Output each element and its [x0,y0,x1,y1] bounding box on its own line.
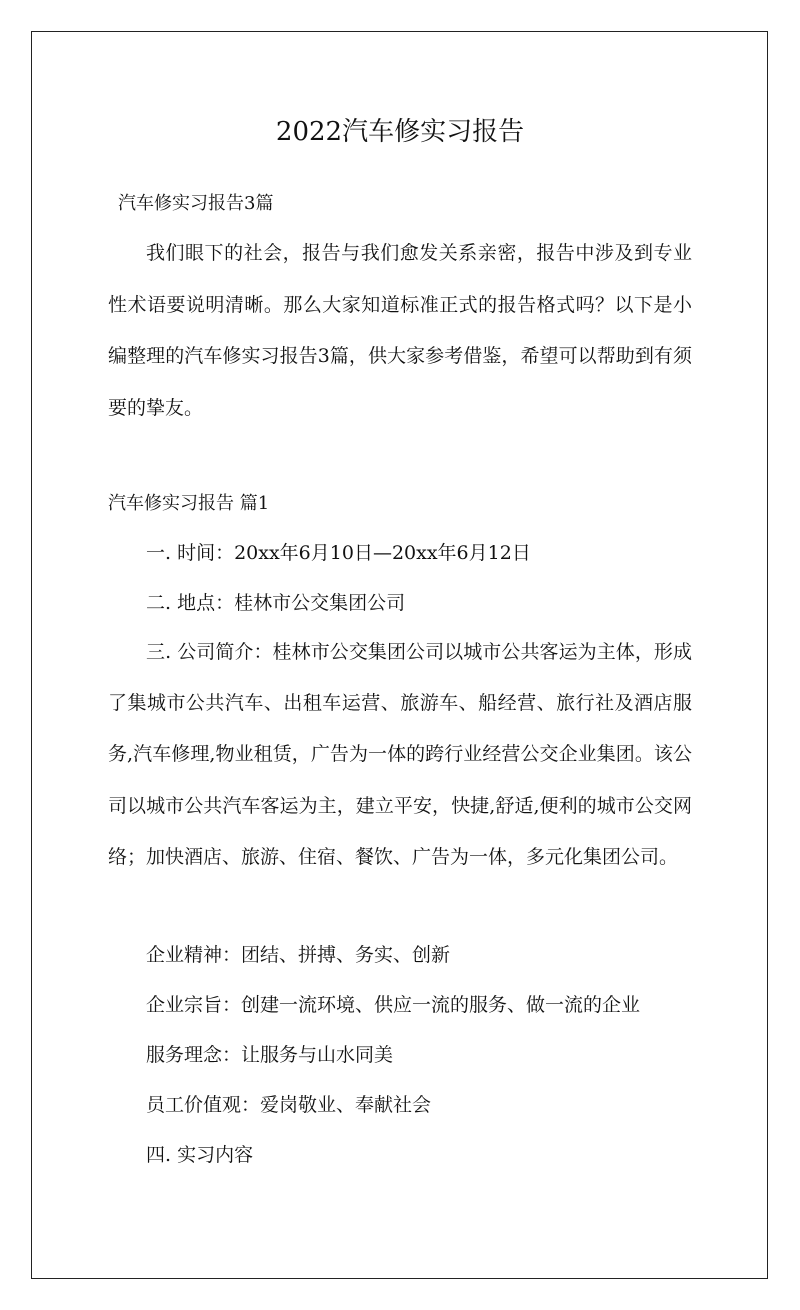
employee-values: 员工价值观：爱岗敬业、奉献社会 [146,1094,432,1116]
enterprise-purpose: 企业宗旨：创建一流环境、供应一流的服务、做一流的企业 [146,994,641,1016]
document-subtitle: 汽车修实习报告3篇 [118,193,274,214]
internship-content-heading: 四. 实习内容 [146,1144,254,1166]
enterprise-spirit: 企业精神：团结、拼搏、务实、创新 [146,944,451,966]
section-heading: 汽车修实习报告 篇1 [108,493,270,514]
service-concept: 服务理念：让服务与山水同美 [146,1044,394,1066]
intro-paragraph: 我们眼下的社会，报告与我们愈发关系亲密，报告中涉及到专业性术语要说明清晰。那么大家知道标准正式的报告格式吗？以下是小编整理的汽车修实习报告3篇，供大家参考借鉴，希望可以帮助到有须要的挚友。 [108,242,692,419]
place-item: 二. 地点：桂林市公交集团公司 [146,592,406,614]
document-title: 2022汽车修实习报告 [275,117,525,147]
company-intro-paragraph: 三. 公司简介：桂林市公交集团公司以城市公共客运为主体，形成了集城市公共汽车、出租车运营、旅游车、船经营、旅行社及酒店服务,汽车修理,物业租赁，广告为一体的跨行业经营公交企业集团。该公司以城市公共汽车客运为主，建立平安，快捷,舒适,便利的城市公交网络；加快酒店、旅游、住宿、餐饮、广告为一体，多元化集团公司。 [108,641,692,868]
time-item: 一. 时间：20xx年6月10日—20xx年6月12日 [146,542,531,564]
